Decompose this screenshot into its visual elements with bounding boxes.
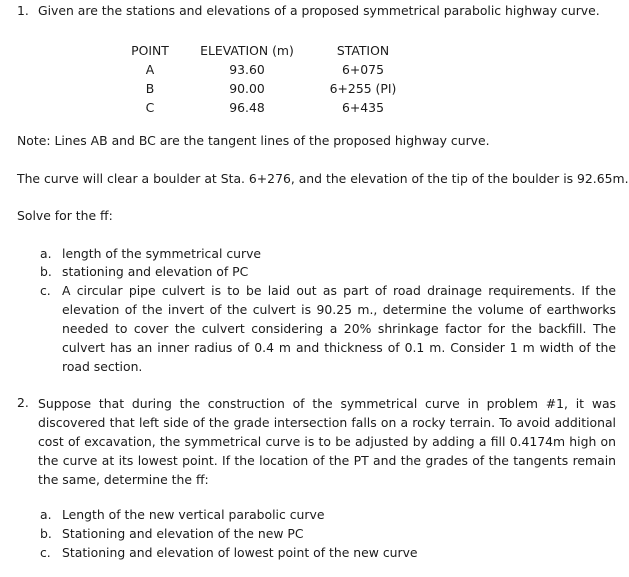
list-marker: b. (40, 526, 52, 541)
list-marker: c. (40, 283, 51, 298)
table-header-row (118, 41, 414, 60)
header-elevation: ELEVATION (m) (200, 43, 294, 58)
list-marker: c. (40, 545, 51, 560)
table-row (118, 60, 414, 79)
list-item-text: Stationing and elevation of the new PC (62, 526, 304, 541)
list-item-text: stationing and elevation of PC (62, 264, 249, 279)
list-marker: a. (40, 507, 52, 522)
station-cell: 6+075 (342, 62, 384, 77)
station-cell-pi: 6+255 (PI) (329, 81, 397, 96)
header-station: STATION (336, 43, 390, 58)
list-item-text: A circular pipe culvert is to be laid out as part of road drainage requirements. If the elevation of the invert of the culvert is 90.25 m., determine the volume of earthworks needed to cover the culvert considering a 20% shrinkage factor for the backfill. The culvert has an inner radius of 0.4 m and thickness of 0.1 m. Consider 1 m width of the road section. (62, 283, 616, 374)
table-row (118, 79, 414, 98)
list-marker: a. (40, 246, 52, 261)
station-cell: 6+435 (342, 100, 384, 115)
stations-table (118, 41, 414, 117)
list-item-text: Length of the new vertical parabolic curve (62, 507, 325, 522)
header-point: POINT (131, 43, 169, 58)
boulder-text: The curve will clear a boulder at Sta. 6+276, and the elevation of the tip of the boulder is 92.65m. (17, 171, 629, 186)
point-cell: C (145, 100, 155, 115)
list-item-text: length of the symmetrical curve (62, 246, 262, 261)
solve-for-label: Solve for the ff: (17, 208, 113, 223)
point-cell: B (145, 81, 155, 96)
problem-2-number: 2. (17, 395, 29, 410)
list-marker: b. (40, 264, 52, 279)
problem-1-number: 1. (17, 3, 29, 18)
problem-1-intro: Given are the stations and elevations of a proposed symmetrical parabolic highway curve. (38, 3, 600, 18)
list-item-text: Stationing and elevation of lowest point of the new curve (62, 545, 418, 560)
table-row (118, 98, 414, 117)
problem-2-text: Suppose that during the construction of the symmetrical curve in problem #1, it was discovered that left side of the grade intersection falls on a rocky terrain. To avoid additional cost of excavation, the symmetrical curve is to be adjusted by adding a fill 0.4174m high on the curve at its lowest point. If the location of the PT and the grades of the tangents remain the same, determine the ff: (38, 396, 616, 487)
elevation-cell: 96.48 (229, 100, 265, 115)
point-cell: A (145, 62, 155, 77)
note-text: Note: Lines AB and BC are the tangent lines of the proposed highway curve. (17, 133, 490, 148)
elevation-cell: 90.00 (229, 81, 265, 96)
elevation-cell: 93.60 (229, 62, 265, 77)
